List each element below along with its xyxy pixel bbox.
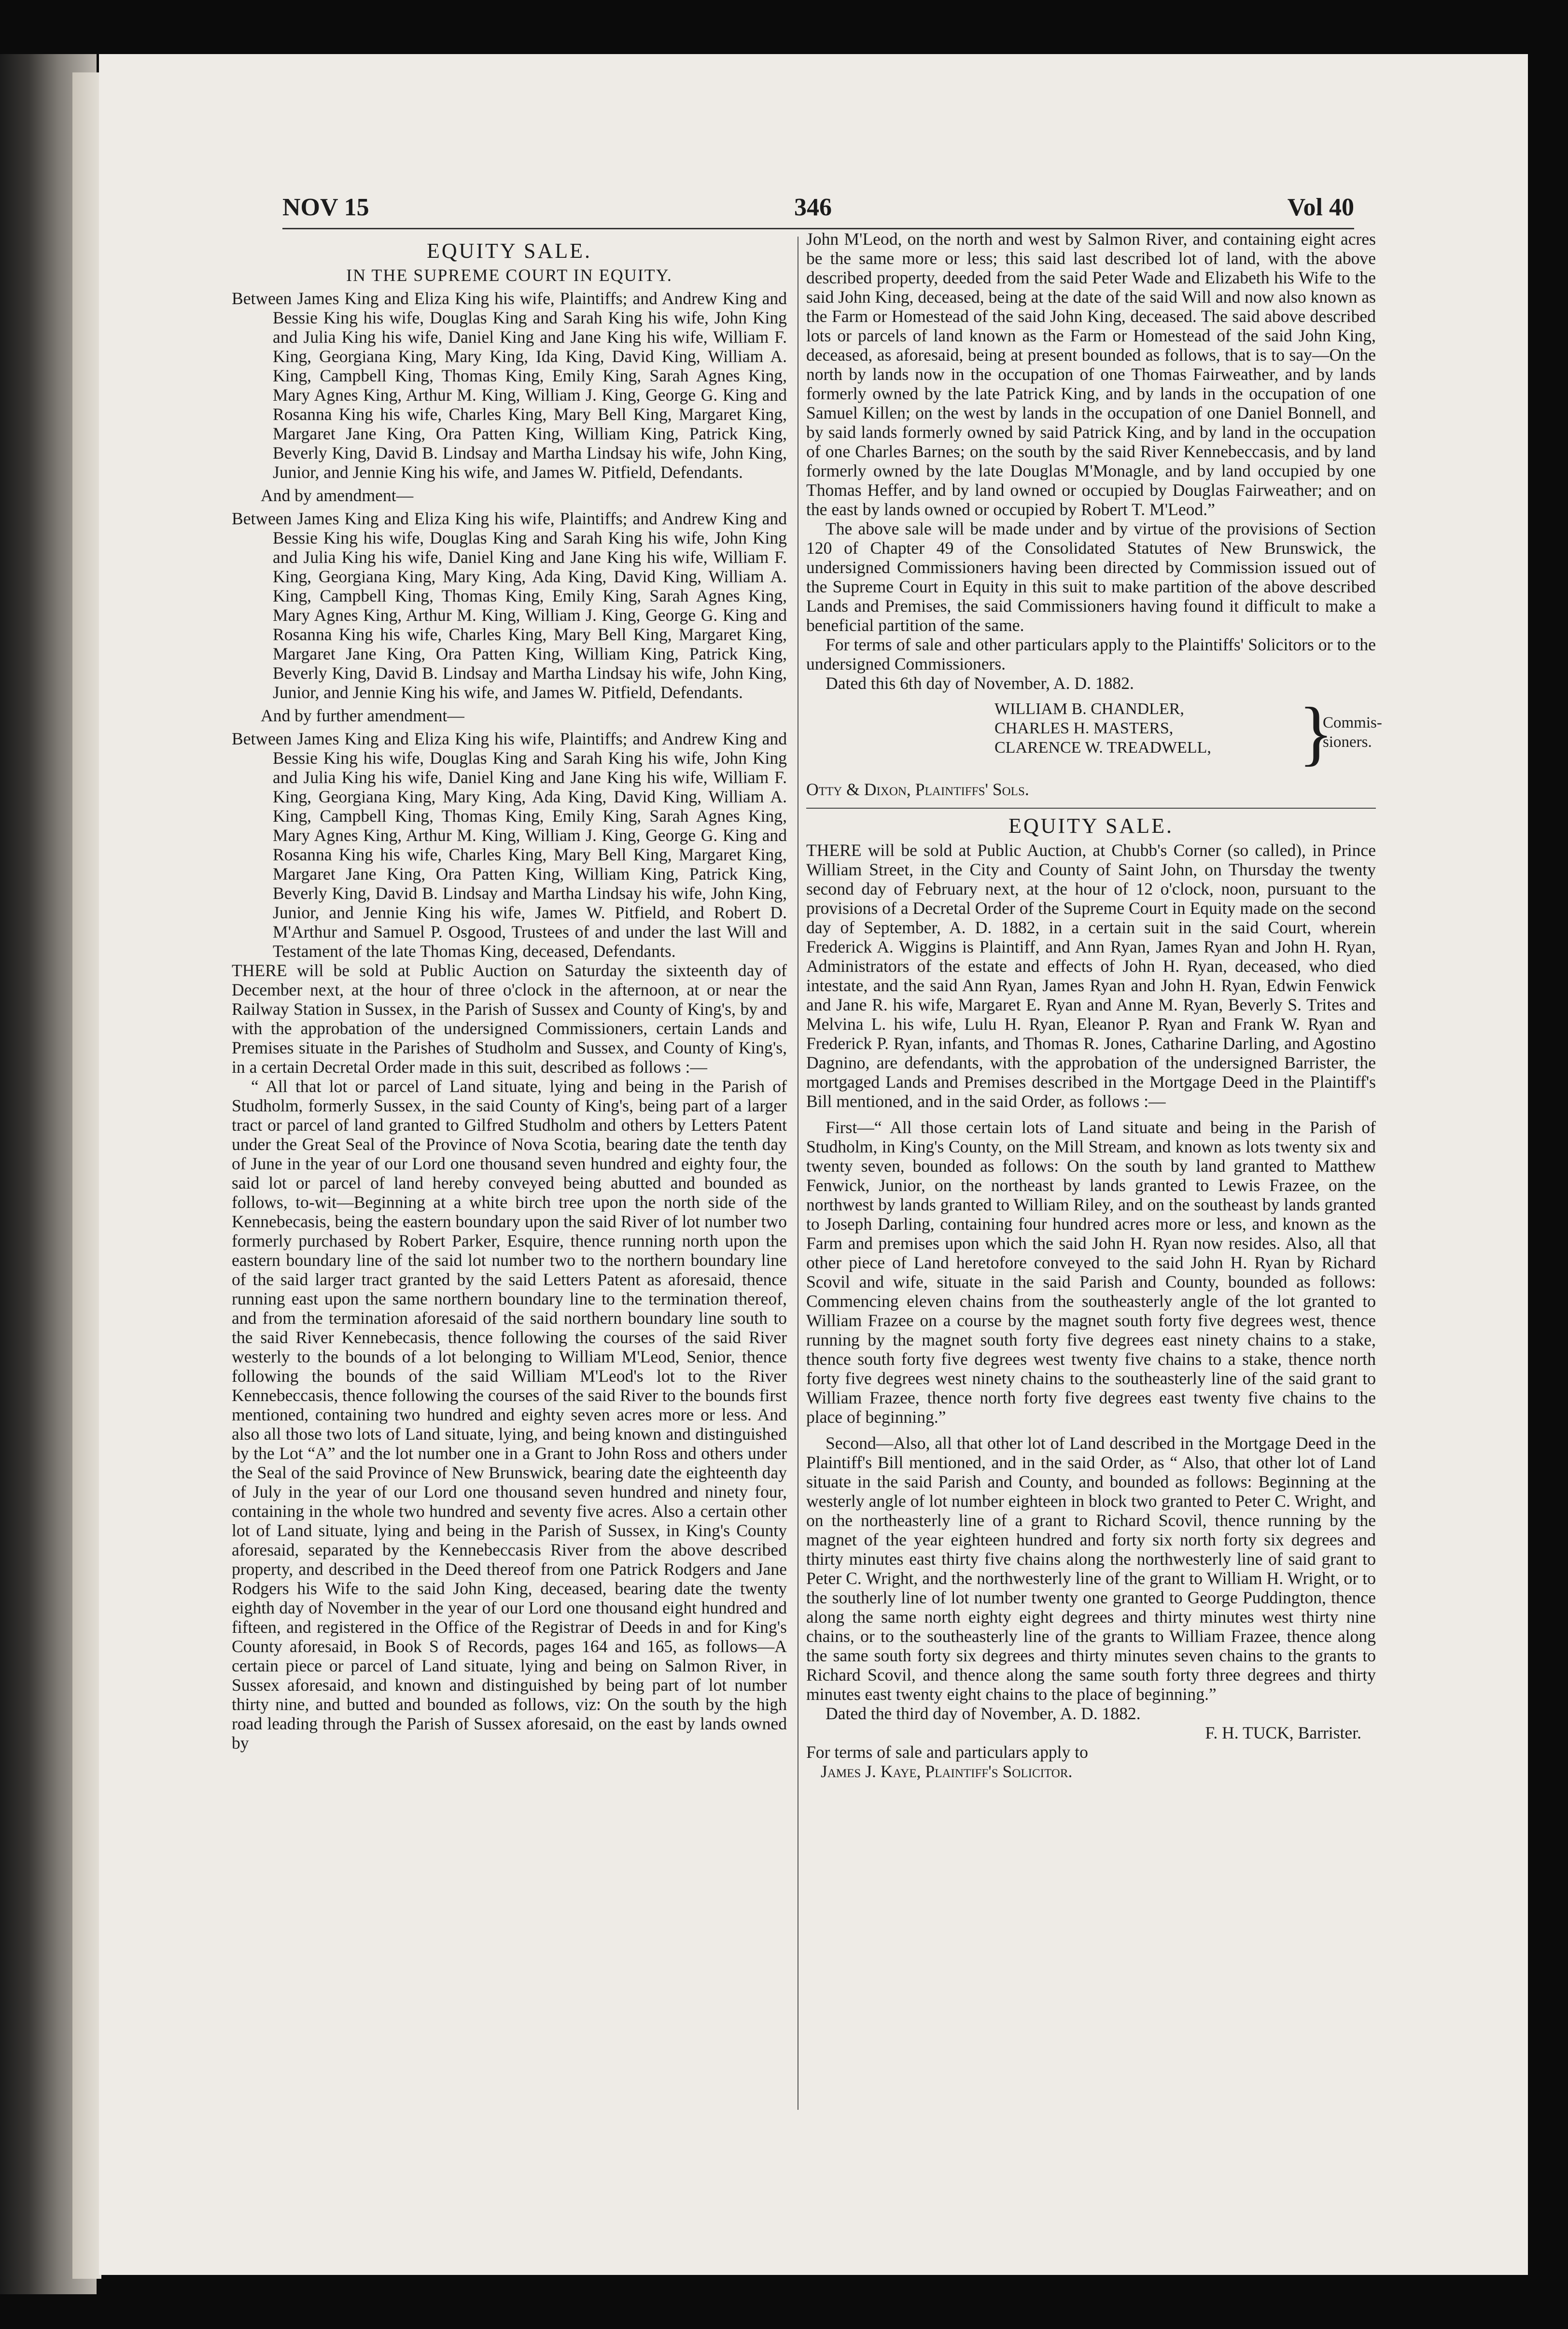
header-volume: Vol 40 <box>1287 194 1354 221</box>
page-header <box>282 193 1354 222</box>
spacer <box>806 1111 1376 1118</box>
left-column <box>232 241 787 1753</box>
commissioners-signature <box>806 693 1382 777</box>
second-parcel: Second—Also, all that other lot of Land described in the Mortgage Deed in the Plaintiff's Bill mentioned, and in the said Order, as “ Also, that other lot of Land situate in the said Parish and County, and bounded as follows: Beginning at the westerly angle of lot number eighteen in block two granted to Peter C. Wright, and on the northeasterly line of a grant to Richard Scovil, thence running by the magnet of the year eighteen hundred and forty six north forty six degrees and thirty minutes east thirty five chains along the northwesterly line of said grant to Peter C. Wright, and the northwesterly line of the grant to William H. Wright, or to the southerly line of lot number twenty one granted to George Puddington, thence along the same north eighty eight degrees and thirty minutes west thirty nine chains, or to the southeasterly line of the grants to William Frazee, thence along the same south forty six degrees and thirty minutes seven chains to the grants to Richard Scovil, and thence along the same south forty three degrees and thirty minutes east twenty eight chains to the place of beginning.” <box>806 1433 1376 1704</box>
spacer <box>806 1427 1376 1433</box>
commissioner-name: CLARENCE W. TREADWELL, <box>994 739 1211 757</box>
sale-terms: The above sale will be made under and by virtue of the provisions of Section 120 of Chapter 49 of the Consolidated Statutes of New Brunswick, the undersigned Commissioners having been directed by Commission issued out of the Supreme Court in Equity in this suit to make partition of the above described Lands and Premises, the said Commissioners having found it difficult to make a beneficial partition of the same. <box>806 519 1376 635</box>
commissioner-names <box>994 700 1303 758</box>
court-heading: IN THE SUPREME COURT IN EQUITY. <box>346 266 672 285</box>
first-parcel: First—“ All those certain lots of Land situate and being in the Parish of Studholm, in King's County, on the Mill Stream, and known as lots twenty six and twenty seven, bounded as follows: On the south by land granted to Matthew Fenwick, Junior, on the northeast by lands granted to Lewis Frazee, on the northwest by lands granted to William Riley, and on the southeast by lands granted to Joseph Darling, containing four hundred acres more or less, and known as the Farm and premises upon which the said John H. Ryan now resides. Also, all that other piece of Land heretofore conveyed to the said John H. Ryan by Richard Scovil and wife, situate in the said Parish and County, bounded as follows: Commencing eleven chains from the southeasterly angle of the lot granted to William Frazee on a course by the magnet south forty five degrees west, thence running by the magnet south forty five degrees east ninety chains to a stake, thence south forty five degrees west twenty five chains to a stake, thence north forty five degrees west ninety chains to the southeasterly line of the said grant to William Frazee, thence north forty five degrees east twenty five chains to the place of beginning.” <box>806 1118 1376 1427</box>
page-edge <box>72 72 101 2279</box>
parties-further-amended: Between James King and Eliza King his wife, Plaintiffs; and Andrew King and Bessie King his wife, Douglas King and Sarah King his wife, John King and Julia King his wife, Daniel King and Jane King his wife, William F. King, Georgiana King, Mary King, Ada King, David King, William A. King, Campbell King, Thomas King, Emily King, Sarah Agnes King, Mary Agnes King, Arthur M. King, William J. King, George G. King and Rosanna King his wife, Charles King, Mary Bell King, Margaret King, Margaret Jane King, Ora Patten King, William King, Patrick King, Beverly King, David B. Lindsay and Martha Lindsay his wife, John King, Junior, and Jennie King his wife, James W. Pitfield, and Robert D. M'Arthur and Samuel P. Osgood, Trustees of and under the last Will and Testament of the late Thomas King, deceased, Defendants. <box>232 729 787 961</box>
plaintiff-solicitor: James J. Kaye, Plaintiff's Solicitor. <box>821 1762 1073 1781</box>
brace-glyph: } <box>1299 693 1333 773</box>
amendment-heading: And by amendment— <box>261 486 414 505</box>
commissioner-name: CHARLES H. MASTERS, <box>994 719 1174 737</box>
commissioner-name: WILLIAM B. CHANDLER, <box>994 700 1184 718</box>
notice-title: EQUITY SALE. <box>426 239 592 263</box>
further-amendment-heading: And by further amendment— <box>261 706 464 725</box>
land-description: “ All that lot or parcel of Land situate, lying and being in the Parish of Studholm, formerly Sussex, in the said County of King's, being part of a larger tract or parcel of land granted to Gilfred Studholm and others by Letters Patent under the Great Seal of the Province of Nova Scotia, bearing date the tenth day of June in the year of our Lord one thousand seven hundred and eighty four, the said lot or parcel of land hereby conveyed being abutted and bounded as follows, to-wit—Beginning at a white birch tree upon the north side of the Kennebecasis, being the eastern boundary upon the said River of lot number two formerly purchased by Robert Parker, Esquire, thence running north upon the eastern boundary line of the said lot number two to the northern boundary line of the said larger tract granted by the said Letters Patent as aforesaid, thence running east upon the same northern boundary line to the termination thereof, and from the termination aforesaid of the said northern boundary line south to the said River Kennebecasis, thence following the courses of the said River westerly to the bounds of a lot belonging to William M'Leod, Senior, thence following the bounds of the said William M'Leod's lot to the River Kennebeccasis, thence following the courses of the said River to the bounds first mentioned, containing two hundred and eighty seven acres more or less. And also all those two lots of Land situate, lying, and being known and distinguished by the Lot “A” and the lot number one in a Grant to John Ross and others under the Seal of the said Province of New Brunswick, bearing date the eighteenth day of July in the year of our Lord one thousand seven hundred and ninety four, containing in the whole two hundred and seventy five acres. Also a certain other lot of Land situate, lying and being in the Parish of Sussex, in King's County aforesaid, separated by the Kennebeccasis River from the above described property, and described in the Deed thereof from one Patrick Rodgers and Jane Rodgers his Wife to the said John King, deceased, bearing date the twenty eighth day of November in the year of our Lord one thousand eight hundred and fifteen, and registered in the Office of the Registrar of Deeds in and for King's County aforesaid, in Book S of Records, pages 164 and 165, as follows—A certain piece or parcel of Land situate, lying and being on Salmon River, in Sussex aforesaid, and known and distinguished by being part of lot number thirty nine, and butted and bounded as follows, viz: On the south by the high road leading through the Parish of Sussex aforesaid, on the east by lands owned by <box>232 1077 787 1753</box>
header-page-number: 346 <box>794 194 832 221</box>
terms-apply: For terms of sale and other particulars apply to the Plaintiffs' Solicitors or to the undersigned Commissioners. <box>806 635 1376 673</box>
description-continuation: John M'Leod, on the north and west by Salmon River, and containing eight acres be the same more or less; this said last described lot of land, with the above described property, deeded from the said Peter Wade and Elizabeth his Wife to the said John King, deceased, being at the date of the said Will and now also known as the Farm or Homestead of the said John King, deceased. The said above described lots or parcels of land known as the Farm or Homestead of the said John King, deceased, as aforesaid, being at present bounded as follows, that is to say—On the north by lands now in the occupation of one Thomas Fairweather, and by lands formerly owned by the late Patrick King, and by lands in the occupation of one Samuel Killen; on the west by lands in the occupation of one Daniel Bonnell, and by said lands formerly owned by said Patrick King, and by land in the occupation of one Charles Barnes; on the south by the said River Kennebeccasis, and by land formerly owned by the late Douglas M'Monagle, and by land occupied by one Thomas Heffer, and by land owned or occupied by Douglas Fairweather; and on the east by lands owned or occupied by Robert T. M'Leod.” <box>806 229 1376 519</box>
parties-amended: Between James King and Eliza King his wife, Plaintiffs; and Andrew King and Bessie King his wife, Douglas King and Sarah King his wife, John King and Julia King his wife, Daniel King and Jane King his wife, William F. King, Georgiana King, Mary King, Ada King, David King, William A. King, Campbell King, Thomas King, Emily King, Sarah Agnes King, Mary Agnes King, Arthur M. King, William J. King, George G. King and Rosanna King his wife, Charles King, Mary Bell King, Margaret King, Margaret Jane King, Ora Patten King, William King, Patrick King, Beverly King, David B. Lindsay and Martha Lindsay his wife, John King, Junior, and Jennie King his wife, and James W. Pitfield, Defendants. <box>232 509 787 702</box>
plaintiffs-solicitors: Otty & Dixon, Plaintiffs' Sols. <box>806 780 1029 799</box>
section-rule <box>806 808 1376 809</box>
second-dated-line: Dated the third day of November, A. D. 1882. <box>826 1704 1141 1723</box>
dated-line: Dated this 6th day of November, A. D. 1882. <box>826 673 1134 693</box>
second-sale-notice: THERE will be sold at Public Auction, at Chubb's Corner (so called), in Prince William Street, in the City and County of Saint John, on Thursday the twenty second day of February next, at the hour of 12 o'clock, noon, pursuant to the provisions of a Decretal Order of the Supreme Court in Equity made on the second day of September, A. D. 1882, in a certain suit in the said Court, wherein Frederick A. Wiggins is Plaintiff, and Ann Ryan, James Ryan and John H. Ryan, Administrators of the estate and effects of John H. Ryan, deceased, who died intestate, and the said Ann Ryan, James Ryan and John H. Ryan, Edwin Fenwick and Jane R. his wife, Margaret E. Ryan and Anne M. Ryan, Beverly S. Trites and Melvina L. his wife, Lulu H. Ryan, Eleanor P. Ryan and Frank W. Ryan and Frederick P. Ryan, infants, and Thomas R. Jones, Catharine Darling, and Agostino Dagnino, are defendants, with the approbation of the undersigned Barrister, the mortgaged Lands and Premises described in the Mortgage Deed in the Plaintiff's Bill mentioned, and in the said Order, as follows :— <box>806 841 1376 1111</box>
second-notice-title: EQUITY SALE. <box>1008 814 1174 838</box>
terms-apply-2: For terms of sale and particulars apply to <box>806 1742 1088 1762</box>
sale-notice: THERE will be sold at Public Auction on Saturday the sixteenth day of December next, at the hour of three o'clock in the afternoon, at or near the Railway Station in Sussex, in the Parish of Sussex and County of King's, by and with the approbation of the undersigned Commissioners, certain Lands and Premises situate in the Parishes of Studholm and Sussex, and County of King's, in a certain Decretal Order made in this suit, described as follows :— <box>232 961 787 1077</box>
right-column <box>806 229 1382 1781</box>
commissioners-role: Commis- sioners. <box>1323 714 1382 751</box>
barrister-signature: F. H. TUCK, Barrister. <box>1205 1723 1361 1742</box>
header-date: NOV 15 <box>282 194 369 221</box>
parties-original: Between James King and Eliza King his wife, Plaintiffs; and Andrew King and Bessie King his wife, Douglas King and Sarah King his wife, John King and Julia King his wife, Daniel King and Jane King his wife, William F. King, Georgiana King, Mary King, Ida King, David King, William A. King, Campbell King, Thomas King, Emily King, Sarah Agnes King, Mary Agnes King, Arthur M. King, William J. King, George G. King and Rosanna King his wife, Charles King, Mary Bell King, Margaret King, Margaret Jane King, Ora Patten King, William King, Patrick King, Beverly King, David B. Lindsay and Martha Lindsay his wife, John King, Junior, and Jennie King his wife, and James W. Pitfield, Defendants. <box>232 289 787 482</box>
